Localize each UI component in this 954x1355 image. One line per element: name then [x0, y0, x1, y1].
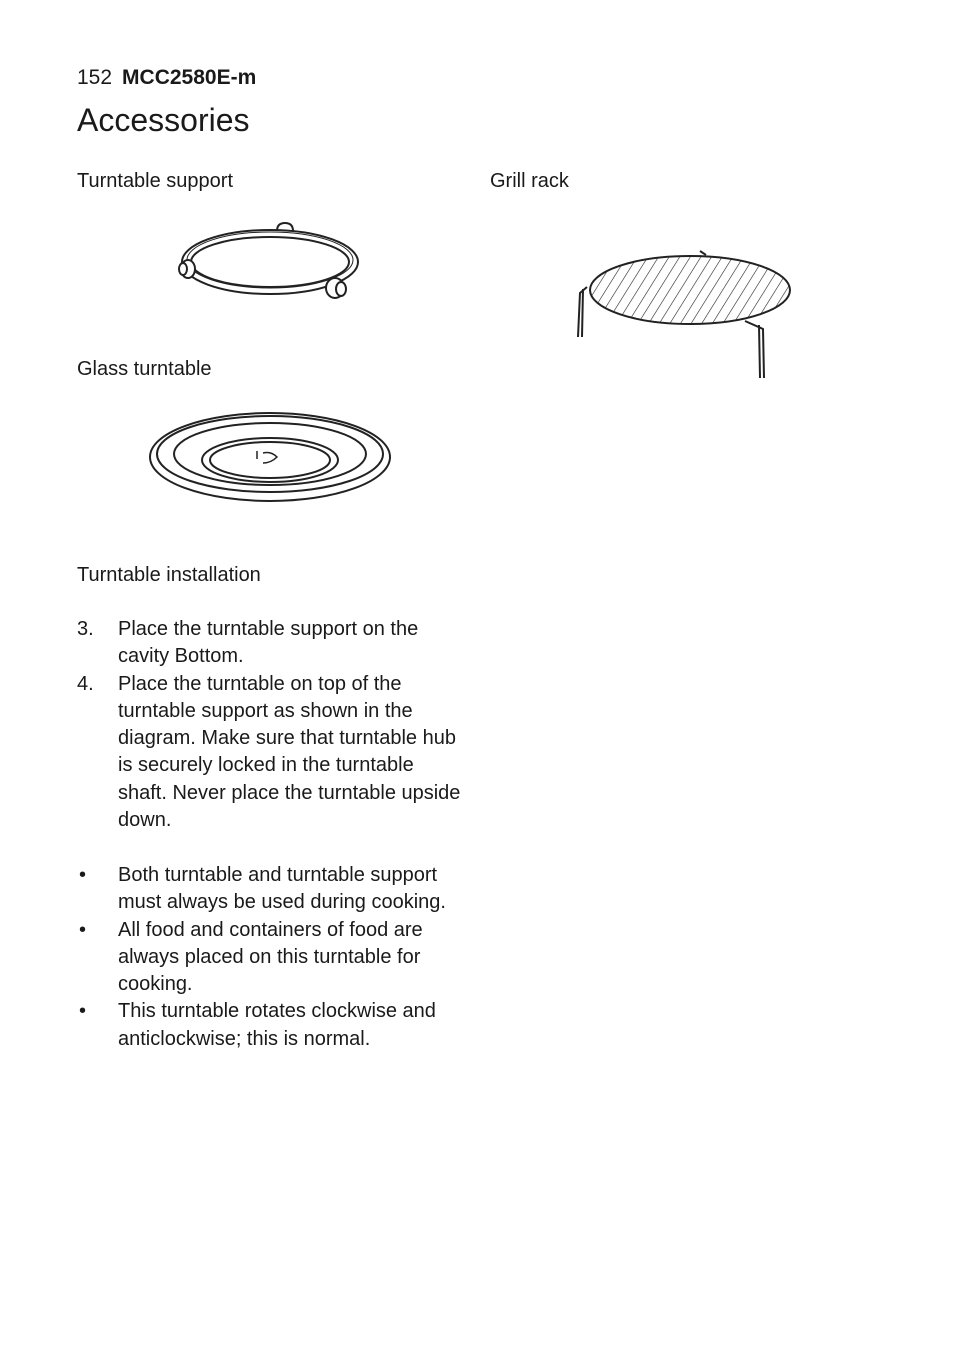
grill-rack-label: Grill rack [490, 170, 569, 192]
usage-notes [77, 862, 467, 1053]
bullet: • [79, 918, 87, 941]
page-number: 152 [77, 66, 113, 89]
page-header [77, 64, 256, 92]
model-name: MCC2580E-m [122, 66, 257, 89]
installation-steps [77, 616, 467, 834]
page-title: Accessories [77, 102, 250, 138]
step-text: Place the turntable support on the cavity Bottom. [118, 618, 419, 668]
step-number: 4. [77, 672, 94, 695]
installation-heading: Turntable installation [77, 564, 261, 586]
step-text: Place the turntable on top of the turntable support as shown in the diagram. Make sure that turntable hub is securely locked in the turntable shaft. Never place the turntable upside down. [118, 672, 461, 832]
bullet: • [79, 864, 87, 886]
bullet: • [79, 1000, 87, 1023]
note-text: Both turntable and turntable support must always be used during cooking. [118, 864, 446, 914]
grill-rack-illustration [570, 245, 800, 385]
step-item [77, 616, 467, 671]
glass-turntable-illustration [145, 408, 395, 508]
glass-turntable-label: Glass turntable [77, 358, 212, 380]
step-number: 3. [77, 618, 94, 640]
note-text: This turntable rotates clockwise and anticlockwise; this is normal. [118, 1000, 436, 1050]
turntable-support-label: Turntable support [77, 170, 234, 192]
turntable-support-illustration [170, 218, 370, 308]
note-item [77, 917, 467, 999]
note-text: All food and containers of food are always placed on this turntable for cooking. [118, 918, 423, 996]
note-item [77, 862, 467, 917]
step-item [77, 671, 467, 835]
note-item [77, 998, 467, 1053]
